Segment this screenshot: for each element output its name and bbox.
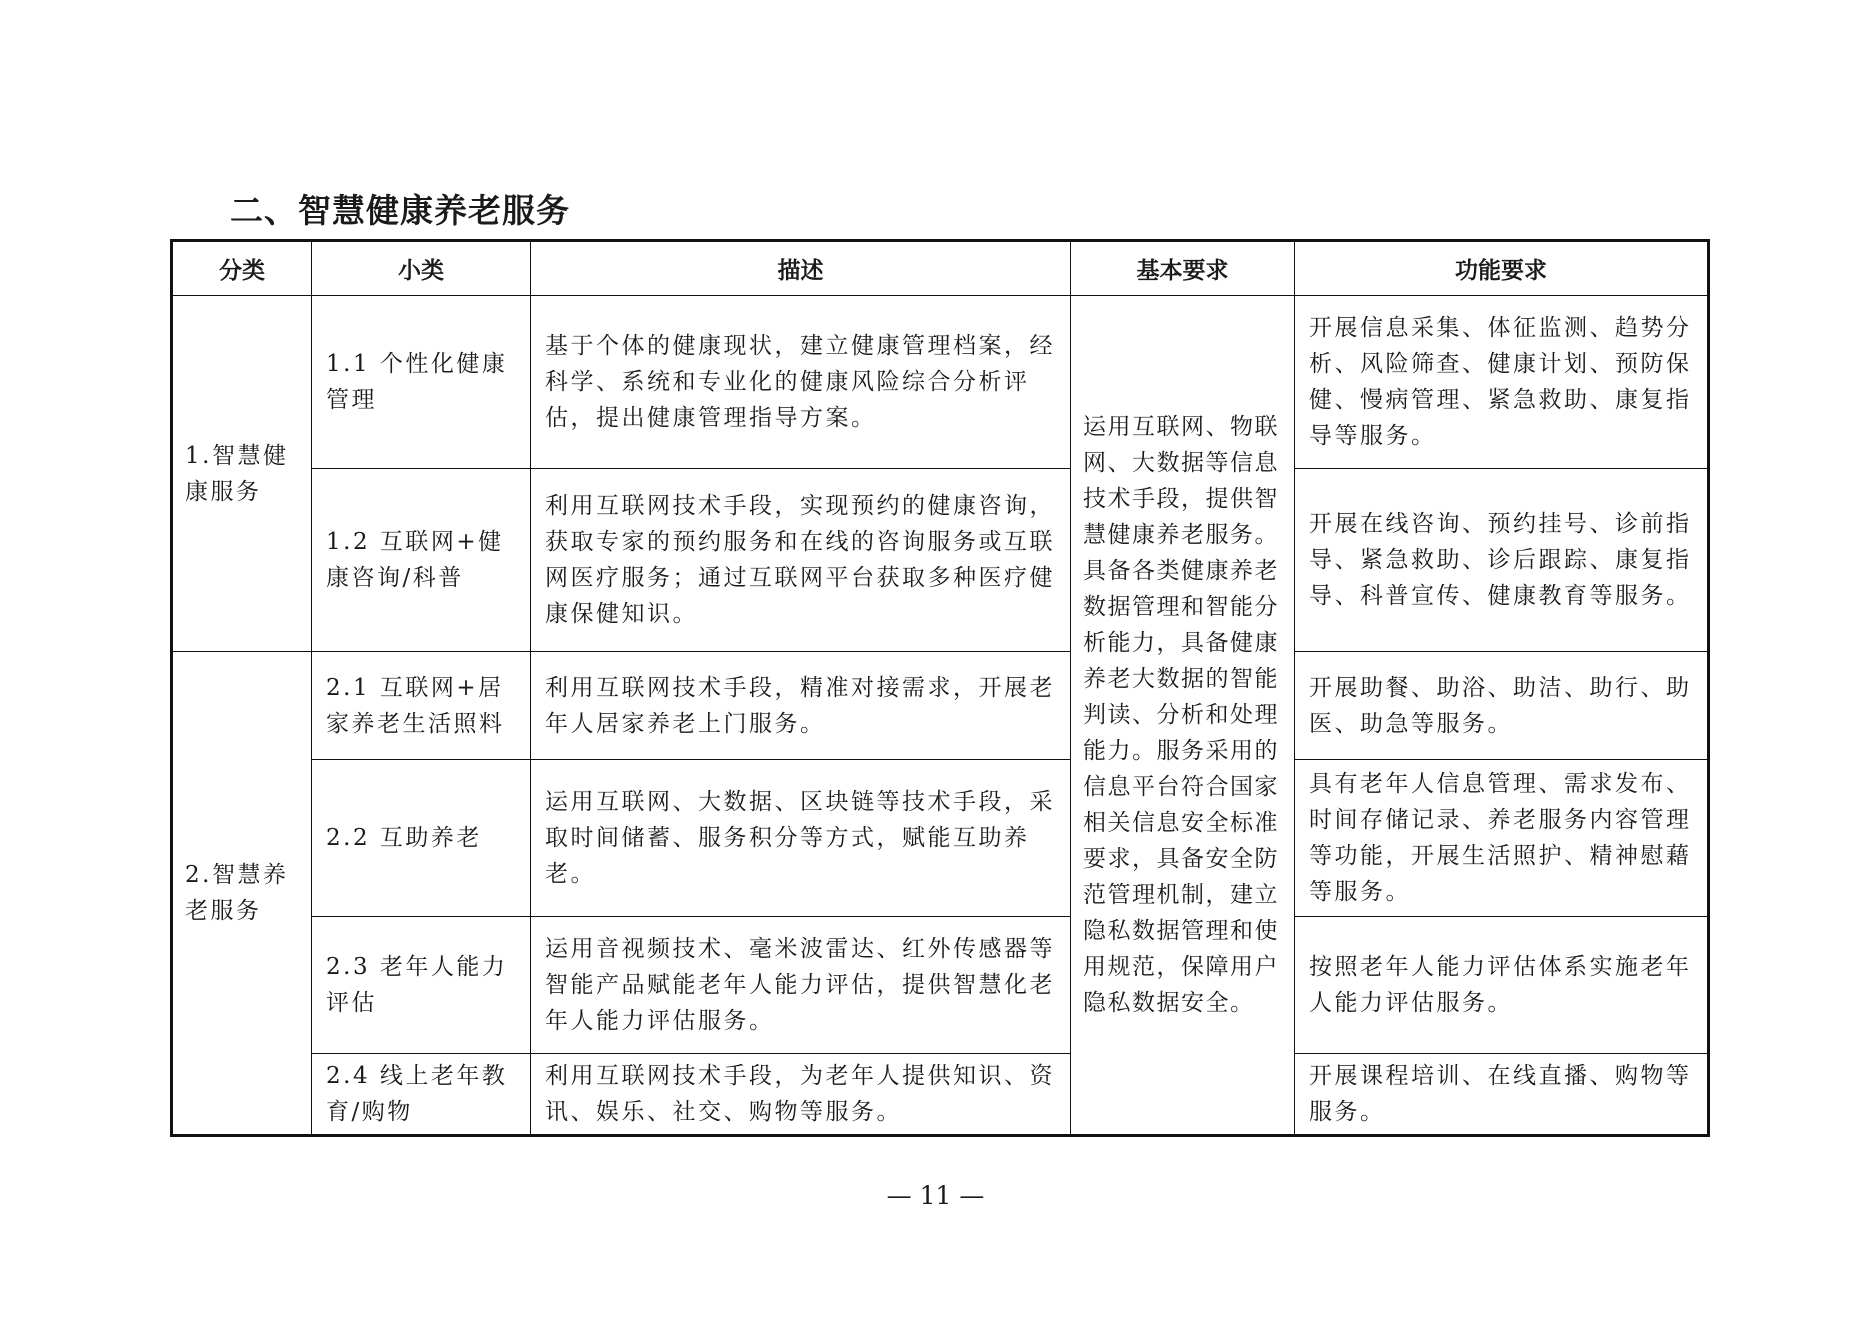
subcategory-cell: 1.2 互联网+健康咨询/科普 <box>312 469 531 652</box>
table-header-row <box>172 241 1709 296</box>
subcategory-cell: 1.1 个性化健康管理 <box>312 296 531 469</box>
category-cell: 1.智慧健康服务 <box>172 296 312 652</box>
category-cell: 2.智慧养老服务 <box>172 652 312 1136</box>
description-cell: 基于个体的健康现状，建立健康管理档案，经科学、系统和专业化的健康风险综合分析评估，提出健康管理指导方案。 <box>531 296 1071 469</box>
header-description: 描述 <box>531 241 1071 296</box>
header-category: 分类 <box>172 241 312 296</box>
function-requirement-cell: 开展课程培训、在线直播、购物等服务。 <box>1295 1054 1709 1136</box>
description-cell: 利用互联网技术手段，实现预约的健康咨询，获取专家的预约服务和在线的咨询服务或互联网医疗服务；通过互联网平台获取多种医疗健康保健知识。 <box>531 469 1071 652</box>
header-basic-requirement: 基本要求 <box>1071 241 1295 296</box>
function-requirement-cell: 开展信息采集、体征监测、趋势分析、风险筛查、健康计划、预防保健、慢病管理、紧急救助、康复指导等服务。 <box>1295 296 1709 469</box>
description-cell: 利用互联网技术手段，精准对接需求，开展老年人居家养老上门服务。 <box>531 652 1071 760</box>
subcategory-cell: 2.4 线上老年教育/购物 <box>312 1054 531 1136</box>
table-row <box>172 652 1709 760</box>
function-requirement-cell: 开展在线咨询、预约挂号、诊前指导、紧急救助、诊后跟踪、康复指导、科普宣传、健康教育等服务。 <box>1295 469 1709 652</box>
subcategory-cell: 2.2 互助养老 <box>312 760 531 917</box>
description-cell: 运用音视频技术、毫米波雷达、红外传感器等智能产品赋能老年人能力评估，提供智慧化老年人能力评估服务。 <box>531 917 1071 1054</box>
function-requirement-cell: 具有老年人信息管理、需求发布、时间存储记录、养老服务内容管理等功能，开展生活照护、精神慰藉等服务。 <box>1295 760 1709 917</box>
table-row <box>172 296 1709 469</box>
header-function-requirement: 功能要求 <box>1295 241 1709 296</box>
subcategory-cell: 2.3 老年人能力评估 <box>312 917 531 1054</box>
table-row <box>172 760 1709 917</box>
description-cell: 运用互联网、大数据、区块链等技术手段，采取时间储蓄、服务积分等方式，赋能互助养老。 <box>531 760 1071 917</box>
subcategory-cell: 2.1 互联网+居家养老生活照料 <box>312 652 531 760</box>
description-cell: 利用互联网技术手段，为老年人提供知识、资讯、娱乐、社交、购物等服务。 <box>531 1054 1071 1136</box>
table-row <box>172 1054 1709 1136</box>
services-table <box>170 239 1710 1137</box>
page-number: — 11 — <box>886 1181 985 1210</box>
section-title: 二、智慧健康养老服务 <box>230 191 570 230</box>
header-subcategory: 小类 <box>312 241 531 296</box>
table-row <box>172 917 1709 1054</box>
basic-requirement-cell: 运用互联网、物联网、大数据等信息技术手段，提供智慧健康养老服务。具备各类健康养老数据管理和智能分析能力，具备健康养老大数据的智能判读、分析和处理能力。服务采用的信息平台符合国家相关信息安全标准要求，具备安全防范管理机制，建立隐私数据管理和使用规范，保障用户隐私数据安全。 <box>1071 296 1295 1136</box>
table-row <box>172 469 1709 652</box>
function-requirement-cell: 按照老年人能力评估体系实施老年人能力评估服务。 <box>1295 917 1709 1054</box>
function-requirement-cell: 开展助餐、助浴、助洁、助行、助医、助急等服务。 <box>1295 652 1709 760</box>
